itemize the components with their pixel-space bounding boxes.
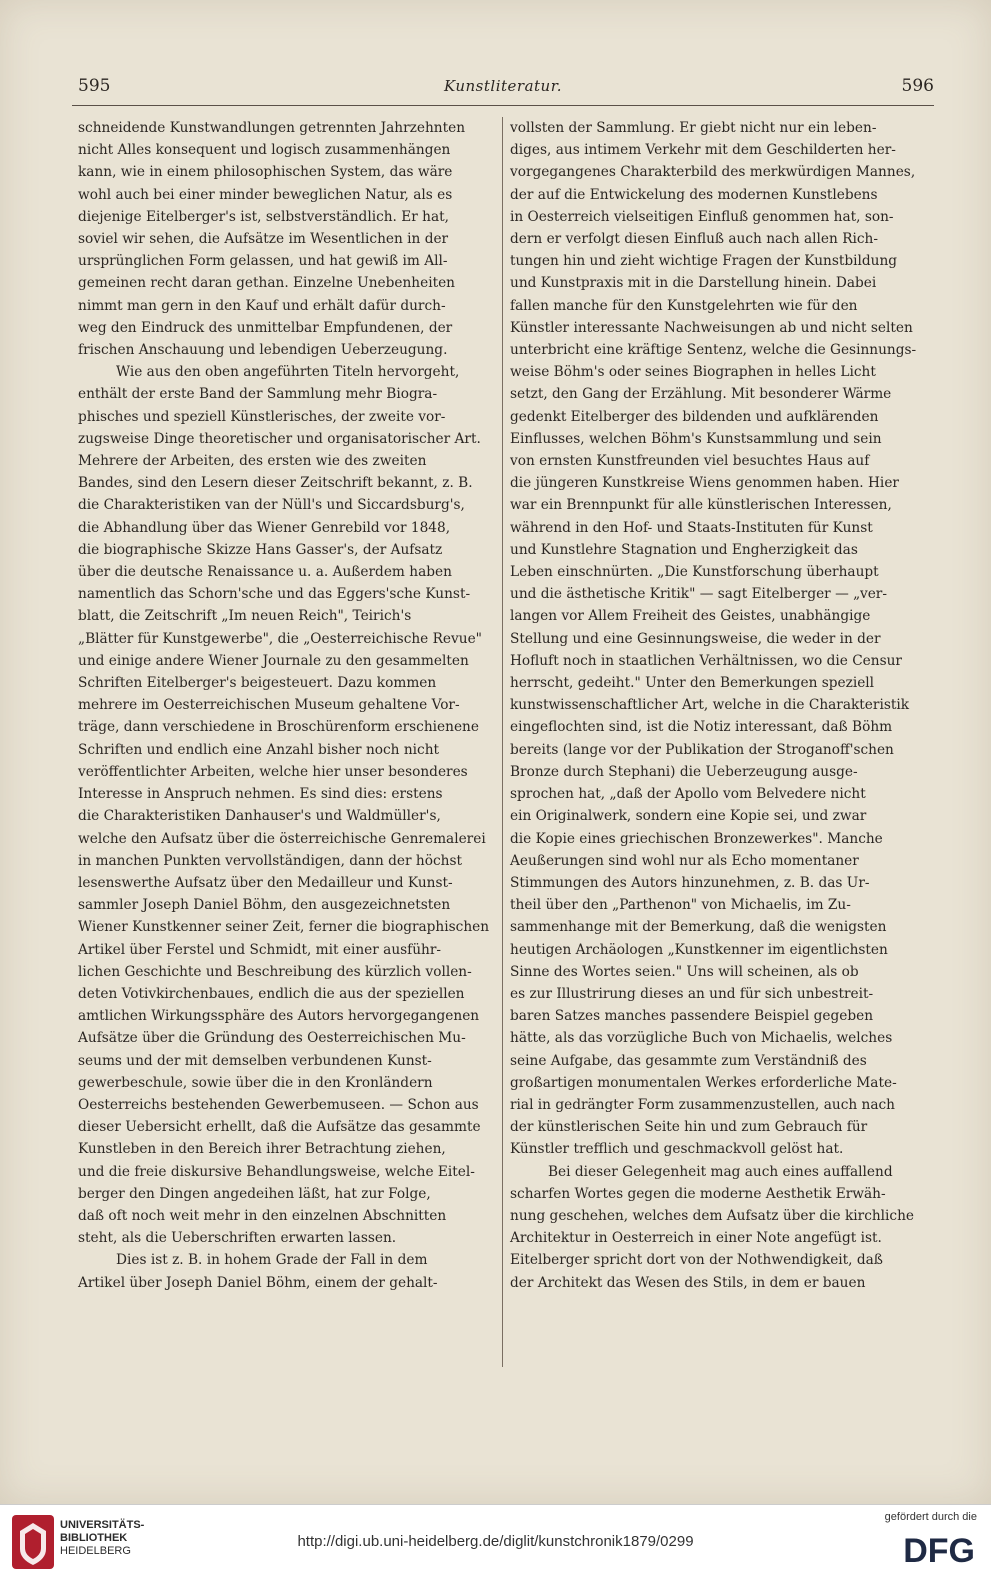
header-rule — [72, 105, 934, 106]
page-number-left: 595 — [78, 76, 111, 96]
digitization-footer — [0, 1504, 991, 1582]
running-title: Kunstliteratur. — [443, 77, 562, 95]
library-name-line: HEIDELBERG — [60, 1545, 131, 1557]
funding-text: gefördert durch die — [884, 1511, 977, 1523]
paragraph: Wie aus den oben angeführten Titeln hervorgeht, enthält der erste Band der Sammlung mehr Biogra- phisches und speziell Künstlerisches, der zweite vor- zugsweise Dinge theoretischer und organisatorischer Art. Mehrere der Arbeiten, des ersten wie des zweiten Bandes, sind den Lesern dieser Zeitschrift bekannt, z. B. die Charakteristiken van der Nüll's und Siccardsburg's, die Abhandlung über das Wiener Genrebild vor 1848, die biographische Skizze Hans Gasser's, der Aufsatz über die deutsche Renaissance u. a. Außerdem haben namentlich das Schorn'sche und das Eggers'sche Kunst- blatt, die Zeitschrift „Im neuen Reich", Teirich's „Blätter für Kunstgewerbe", die „Oesterreichische Revue" und einige andere Wiener Journale zu den gesammelten Schriften Eitelberger's beigesteuert. Dazu kommen mehrere im Oesterreichischen Museum gehaltene Vor- träge, dann verschiedene in Broschürenform erschienene Schriften und endlich eine Anzahl bisher noch nicht veröffentlichter Arbeiten, welche hier unser besonderes Interesse in Anspruch nehmen. Es sind dies: erstens die Charakteristiken Danhauser's und Waldmüller's, welche den Aufsatz über die österreichische Genremalerei in manchen Punkten vervollständigen, dann der höchst lesenswerthe Aufsatz über den Medailleur und Kunst- sammler Joseph Daniel Böhm, den ausgezeichnetsten Wiener Kunstkenner seiner Zeit, ferner die biographischen Artikel über Ferstel und Schmidt, mit einer ausführ- lichen Geschichte und Beschreibung des kürzlich vollen- deten Votivkirchenbaues, endlich die aus der speziellen amtlichen Wirkungssphäre des Autors hervorgegangenen Aufsätze über die Gründung des Oesterreichischen Mu- seums und der mit demselben verbundenen Kunst- gewerbeschule, sowie über die in den Kronländern Oesterreichs bestehenden Gewerbemuseen. — Schon aus dieser Uebersicht erhellt, daß die Aufsätze das gesammte Kunstleben in den Bereich ihrer Betrachtung ziehen, und die freie diskursive Behandlungsweise, welche Eitel- berger den Dingen angedeihen läßt, hat zur Folge, daß oft noch weit mehr in den einzelnen Abschnitten steht, als die Ueberschriften erwarten lassen. — [78, 364, 490, 1247]
university-seal-icon — [10, 1513, 56, 1571]
paragraph: Bei dieser Gelegenheit mag auch eines auffallend scharfen Wortes gegen die moderne Aesthetik Erwäh- nung geschehen, welches dem Aufsatz über die kirchliche Architektur in Oesterreich in einer Note angefügt ist. Eitelberger spricht dort von der Nothwendigkeit, daß der Architekt das Wesen des Stils, in dem er bauen — [510, 1163, 915, 1291]
library-name-line: UNIVERSITÄTS- — [60, 1519, 145, 1531]
right-column — [510, 117, 928, 1367]
funding-block — [857, 1511, 977, 1569]
library-name-line: BIBLIOTHEK — [60, 1532, 128, 1544]
library-name — [60, 1519, 144, 1558]
dfg-logo-text: DFG — [903, 1532, 975, 1569]
running-head — [72, 76, 934, 100]
left-column — [78, 117, 496, 1367]
page-number-right: 596 — [901, 76, 934, 96]
permalink-url[interactable]: http://digi.ub.uni-heidelberg.de/diglit/kunstchronik1879/0299 — [297, 1533, 694, 1550]
paragraph: vollsten der Sammlung. Er giebt nicht nur ein leben- diges, aus intimem Verkehr mit dem Geschilderten her- vorgegangenes Charakterbild des merkwürdigen Mannes, der auf die Entwickelung des modernen Kunstlebens in Oesterreich vielseitigen Einfluß genommen hat, son- dern er verfolgt diesen Einfluß auch nach allen Rich- tungen hin und zieht wichtige Fragen der Kunstbildung und Kunstpraxis mit in die Darstellung hinein. Dabei fallen manche für den Kunstgelehrten wie für den Künstler interessante Nachweisungen ab und nicht selten unterbricht eine kräftige Sentenz, welche die Gesinnungs- weise Böhm's oder seines Biographen in helles Licht setzt, den Gang der Erzählung. Mit besonderer Wärme gedenkt Eitelberger des bildenden und aufklärenden Einflusses, welchen Böhm's Kunstsammlung und sein von ernsten Kunstfreunden viel besuchtes Haus auf die jüngeren Kunstkreise Wiens genommen haben. Hier war ein Brennpunkt für alle künstlerischen Interessen, während in den Hof- und Staats-Instituten für Kunst und Kunstlehre Stagnation und Engherzigkeit das Leben einschnürten. „Die Kunstforschung überhaupt und die ästhetische Kritik" — sagt Eitelberger — „ver- langen vor Allem Freiheit des Geistes, unabhängige Stellung und eine Gesinnungsweise, die weder in der Hofluft noch in staatlichen Verhältnissen, wo die Censur herrscht, gedeiht." Unter den Bemerkungen speziell kunstwissenschaftlicher Art, welche in die Charakteristik eingeflochten sind, ist die Notiz interessant, daß Böhm bereits (lange vor der Publikation der Stroganoff'schen Bronze durch Stephani) die Ueberzeugung ausge- sprochen hat, „daß der Apollo vom Belvedere nicht ein Originalwerk, sondern eine Kopie sei, und zwar die Kopie eines griechischen Bronzewerkes". Manche Aeußerungen sind wohl nur als Echo momentaner Stimmungen des Autors hinzunehmen, z. B. das Ur- theil über den „Parthenon" von Michaelis, im Zu- sammenhange mit der Bemerkung, daß die wenigsten heutigen Archäologen „Kunstkenner im eigentlichsten Sinne des Wortes seien." Uns will scheinen, als ob es zur Illustrirung dieses an und für sich unbestreit- baren Satzes manches passendere Beispiel gegeben hätte, als das vorzügliche Buch von Michaelis, welches seine Aufgabe, das gesammte zum Verständniß des großartigen monumentalen Werkes erforderliche Mate- rial in gedrängter Form zusammenzustellen, auch nach der künstlerischen Seite hin und zum Gebrauch für Künstler trefflich und geschmackvoll gelöst hat. — [510, 120, 917, 1158]
paragraph: Dies ist z. B. in hohem Grade der Fall in dem Artikel über Joseph Daniel Böhm, einem der gehalt- — [78, 1252, 438, 1291]
dfg-logo-icon — [877, 1529, 977, 1569]
column-divider — [502, 117, 503, 1367]
paragraph: schneidende Kunstwandlungen getrennten Jahrzehnten nicht Alles konsequent und logisch zusammenhängen kann, wie in einem philosophischen System, das wäre wohl auch bei einer minder beweglichen Natur, als es diejenige Eitelberger's ist, selbstverständlich. Er hat, soviel wir sehen, die Aufsätze im Wesentlichen in der ursprünglichen Form gelassen, und hat gewiß im All- gemeinen recht daran gethan. Einzelne Unebenheiten nimmt man gern in den Kauf und erhält dafür durch- weg den Eindruck des unmittelbar Empfundenen, der frischen Anschauung und lebendigen Ueberzeugung. — [78, 120, 466, 359]
